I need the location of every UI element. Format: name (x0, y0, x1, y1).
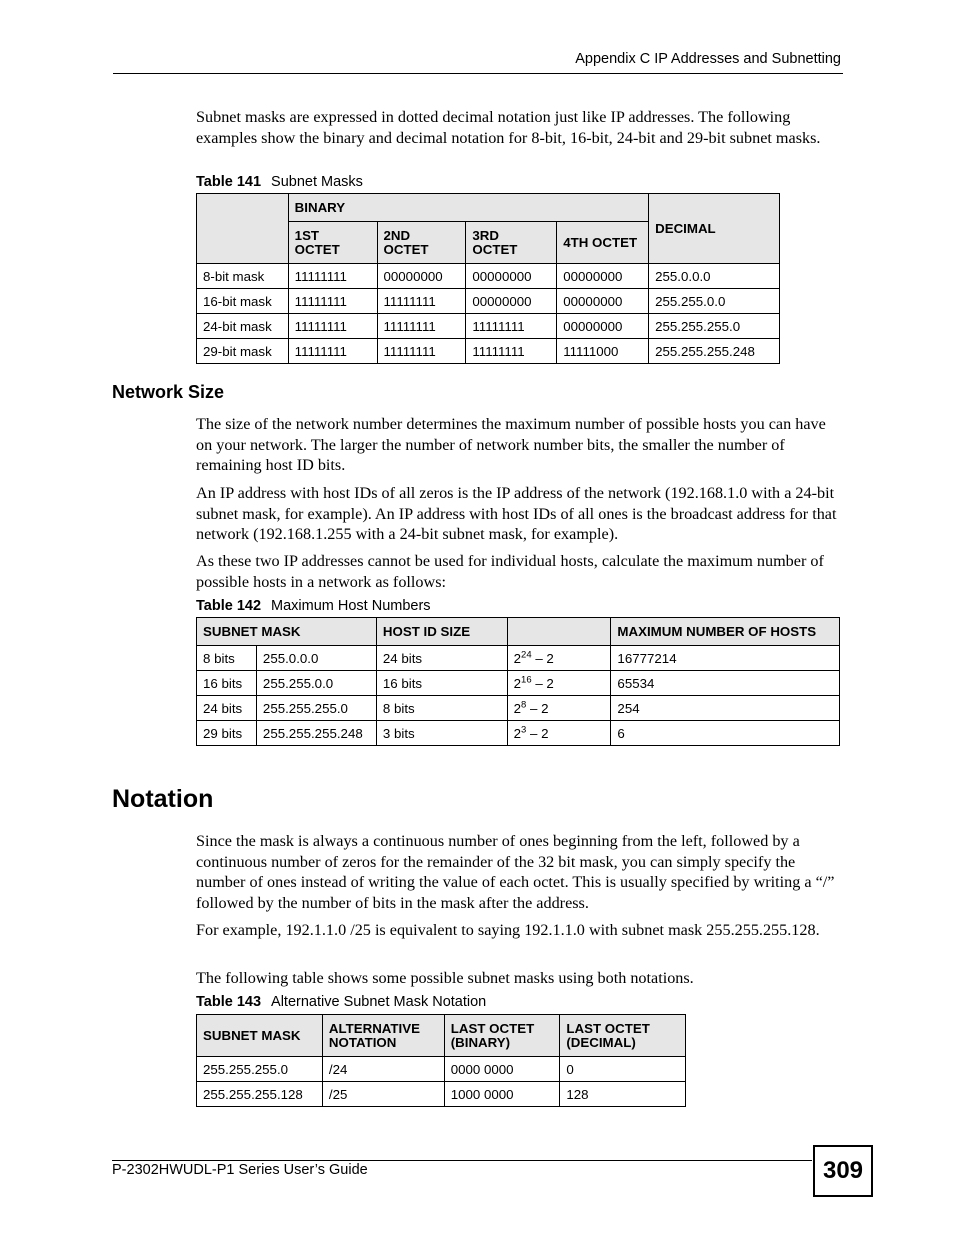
mask-cell: 255.255.255.0 (256, 696, 376, 721)
max-hosts-header: MAXIMUM NUMBER OF HOSTS (611, 618, 840, 646)
host-id-cell: 3 bits (376, 721, 507, 746)
subnet-mask-header: SUBNET MASK (197, 1015, 323, 1057)
network-size-heading: Network Size (112, 382, 225, 402)
mask-name-cell: 16-bit mask (197, 289, 289, 314)
formula-cell (507, 646, 611, 671)
binary-cell: 0000 0000 (444, 1057, 560, 1082)
table-142-label: Table 142 (196, 598, 262, 614)
table-row (197, 289, 780, 314)
octet-cell: 11111000 (557, 339, 649, 364)
mask-name-cell: 24-bit mask (197, 314, 289, 339)
formula-cell (507, 671, 611, 696)
formula-minus: – 2 (526, 700, 549, 716)
bits-cell: 24 bits (197, 696, 257, 721)
table-row (197, 314, 780, 339)
table-row (197, 264, 780, 289)
formula-base: 2 (513, 700, 522, 716)
host-id-cell: 16 bits (376, 671, 507, 696)
table-143-caption (196, 994, 486, 1010)
octet-header: 1ST OCTET (288, 222, 377, 264)
mask-cell: 255.255.255.248 (256, 721, 376, 746)
last-octet-decimal-header: LAST OCTET (DECIMAL) (560, 1015, 686, 1057)
octet-cell: 11111111 (288, 264, 377, 289)
octet-cell: 11111111 (377, 339, 466, 364)
table-row (197, 1082, 686, 1107)
bits-cell: 16 bits (197, 671, 257, 696)
octet-cell: 00000000 (557, 264, 649, 289)
octet-cell: 11111111 (466, 314, 557, 339)
intro-paragraph: Subnet masks are expressed in dotted decimal notation just like IP addresses. The following examples show the binary and decimal notation for 8-bit, 16-bit, 24-bit and 29-bit subnet masks. (196, 108, 821, 147)
octet-cell: 11111111 (288, 314, 377, 339)
footer-rule (112, 1160, 812, 1161)
formula-base: 2 (513, 675, 522, 691)
running-header: Appendix C IP Addresses and Subnetting (575, 51, 841, 67)
mask-cell: 255.255.255.0 (197, 1057, 323, 1082)
host-id-size-header: HOST ID SIZE (376, 618, 507, 646)
decimal-cell: 255.255.255.248 (649, 339, 780, 364)
table-141-caption (196, 174, 363, 190)
bits-cell: 29 bits (197, 721, 257, 746)
formula-minus: – 2 (531, 675, 554, 691)
binary-cell: 1000 0000 (444, 1082, 560, 1107)
max-hosts-cell: 6 (611, 721, 840, 746)
octet-cell: 11111111 (288, 339, 377, 364)
notation-heading: Notation (112, 785, 214, 813)
table-143-label: Table 143 (196, 994, 262, 1010)
notation-paragraph: The following table shows some possible subnet masks using both notations. (196, 969, 694, 987)
octet-cell: 00000000 (466, 264, 557, 289)
network-size-paragraph: As these two IP addresses cannot be used for individual hosts, calculate the maximum number of possible hosts in a network as follows: (196, 552, 824, 591)
octet-cell: 00000000 (557, 289, 649, 314)
table-row (197, 1057, 686, 1082)
table-141-label: Table 141 (196, 174, 262, 190)
mask-name-cell: 29-bit mask (197, 339, 289, 364)
subnet-masks-table (196, 193, 780, 364)
table-141-title: Subnet Masks (271, 174, 363, 190)
formula-exponent: 3 (521, 724, 527, 736)
notation-paragraph: Since the mask is always a continuous number of ones beginning from the left, followed by a continuous number of zeros for the remainder of the 32 bit mask, you can simply specify the number of ones instead of writing the value of each octet. This is usually specified by writing a “/” followed by the number of bits in the mask after the address. (196, 832, 835, 912)
decimal-cell: 0 (560, 1057, 686, 1082)
mask-name-cell: 8-bit mask (197, 264, 289, 289)
formula-exponent: 8 (521, 699, 527, 711)
octet-cell: 11111111 (377, 314, 466, 339)
formula-base: 2 (513, 725, 522, 741)
table-row (197, 721, 840, 746)
octet-cell: 00000000 (557, 314, 649, 339)
octet-cell: 00000000 (377, 264, 466, 289)
notation-cell: /25 (322, 1082, 444, 1107)
network-size-paragraph: The size of the network number determines the maximum number of possible hosts you can have on your network. The larger the number of network number bits, the smaller the number of remaining host ID bits. (196, 415, 826, 474)
max-hosts-cell: 254 (611, 696, 840, 721)
header-rule (113, 73, 843, 74)
formula-exponent: 24 (521, 649, 532, 661)
formula-header (507, 618, 611, 646)
octet-header: 3RD OCTET (466, 222, 557, 264)
formula-cell (507, 696, 611, 721)
mask-cell: 255.255.0.0 (256, 671, 376, 696)
table-row (197, 671, 840, 696)
alternative-notation-table (196, 1014, 686, 1107)
subnet-mask-header: SUBNET MASK (197, 618, 377, 646)
octet-header: 4TH OCTET (557, 222, 649, 264)
table-142-title: Maximum Host Numbers (271, 598, 431, 614)
decimal-cell: 255.0.0.0 (649, 264, 780, 289)
max-hosts-cell: 16777214 (611, 646, 840, 671)
mask-cell: 255.0.0.0 (256, 646, 376, 671)
decimal-cell: 128 (560, 1082, 686, 1107)
octet-cell: 11111111 (466, 339, 557, 364)
octet-cell: 11111111 (288, 289, 377, 314)
host-id-cell: 24 bits (376, 646, 507, 671)
network-size-paragraph: An IP address with host IDs of all zeros is the IP address of the network (192.168.1.0 with a 24-bit subnet mask, for example). An IP address with host IDs of all ones is the broadcast address for that network (192.168.1.255 with a 24-bit subnet mask, for example). (196, 484, 837, 543)
host-id-cell: 8 bits (376, 696, 507, 721)
octet-header: 2ND OCTET (377, 222, 466, 264)
octet-cell: 00000000 (466, 289, 557, 314)
table-row (197, 696, 840, 721)
table-row (197, 646, 840, 671)
guide-title: P-2302HWUDL-P1 Series User’s Guide (112, 1162, 368, 1178)
formula-cell (507, 721, 611, 746)
max-hosts-cell: 65534 (611, 671, 840, 696)
decimal-header: DECIMAL (649, 194, 780, 264)
notation-cell: /24 (322, 1057, 444, 1082)
max-host-numbers-table (196, 617, 840, 746)
table-row (197, 339, 780, 364)
table-143-title: Alternative Subnet Mask Notation (271, 994, 487, 1010)
octet-cell: 11111111 (377, 289, 466, 314)
formula-base: 2 (513, 650, 522, 666)
mask-cell: 255.255.255.128 (197, 1082, 323, 1107)
formula-exponent: 16 (521, 674, 532, 686)
decimal-cell: 255.255.255.0 (649, 314, 780, 339)
decimal-cell: 255.255.0.0 (649, 289, 780, 314)
formula-minus: – 2 (531, 650, 554, 666)
table-142-caption (196, 598, 431, 614)
bits-cell: 8 bits (197, 646, 257, 671)
binary-header: BINARY (288, 194, 648, 222)
last-octet-binary-header: LAST OCTET (BINARY) (444, 1015, 560, 1057)
formula-minus: – 2 (526, 725, 549, 741)
table-141-corner-header (197, 194, 289, 264)
notation-paragraph: For example, 192.1.1.0 /25 is equivalent to saying 192.1.1.0 with subnet mask 255.255.255.128. (196, 921, 820, 939)
page-number: 309 (813, 1145, 873, 1197)
alternative-notation-header: ALTERNATIVE NOTATION (322, 1015, 444, 1057)
